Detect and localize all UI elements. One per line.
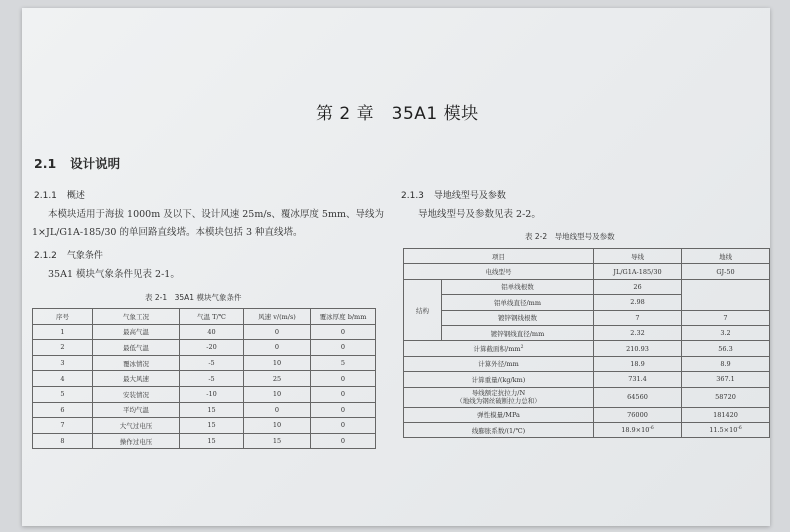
cell: 最低气温 [93,340,180,356]
cell: 64560 [594,387,682,407]
cell: 0 [311,340,376,356]
cell: 镀锌钢线根数 [442,310,594,325]
table-row [33,433,376,449]
cell: 大气过电压 [93,418,180,434]
cell: 铝单线根数 [442,279,594,294]
cell: -5 [180,371,244,387]
cell: 2.32 [594,325,682,340]
cell: 15 [244,433,311,449]
header-cell: 项目 [404,249,594,264]
header-cell: 气象工况 [93,309,180,325]
cell: 15 [180,402,244,418]
table-row [33,402,376,418]
tensile-label-1: 导线额定抗拉力/N [471,389,526,398]
cell: 6 [33,402,93,418]
cell: -20 [180,340,244,356]
cell: 覆冰情况 [93,355,180,371]
cell: 0 [311,433,376,449]
cell: 5 [311,355,376,371]
area-label: 计算截面积/mm [473,345,521,354]
cell: -10 [180,386,244,402]
table-row [404,325,770,340]
table-header-row [404,249,770,264]
cell: 18.9 [594,356,682,371]
section-heading-2-1-3 [401,188,506,201]
header-cell: 覆冰厚度 b/mm [311,309,376,325]
table-row [404,341,770,356]
area-superscript: 2 [520,344,524,350]
tensile-label-2: （地线为钢丝破断拉力总和） [456,397,541,406]
cell: 0 [244,324,311,340]
cell: 56.3 [682,341,770,356]
cell: 镀锌钢线直径/mm [442,325,594,340]
table-row [404,387,770,407]
cell: 58720 [682,387,770,407]
cell: GJ-50 [682,264,770,279]
header-cell: 风速 v/(m/s) [244,309,311,325]
header-cell: 序号 [33,309,93,325]
cell: 操作过电压 [93,433,180,449]
chapter-title: 第 2 章 35A1 模块 [316,104,479,124]
cell [682,422,770,437]
cell: 1 [33,324,93,340]
cell: 0 [311,402,376,418]
cell: 计算外径/mm [404,356,594,371]
cell: 2.98 [594,295,682,310]
weather-text: 35A1 模块气象条件见表 2-1。 [48,269,180,280]
table-row [404,264,770,279]
section-number: 2.1.2 [34,251,57,261]
cell: 5 [33,386,93,402]
cell: 7 [682,310,770,325]
table-row [33,418,376,434]
cell: 最高气温 [93,324,180,340]
cell [404,387,594,407]
section-title: 导地线型号及参数 [433,191,506,201]
cell [404,341,594,356]
table-header-row [33,309,376,325]
table-row [404,372,770,387]
table-row [33,371,376,387]
expansion-ground-exp: -6 [737,426,742,432]
table-row [404,279,770,294]
cell: 计算重量/(kg/km) [404,372,594,387]
section-number: 2.1.1 [34,191,57,201]
cell: JL/G1A-185/30 [594,264,682,279]
table-row [33,324,376,340]
table-row [404,310,770,325]
cell: 15 [180,433,244,449]
cell: 181420 [682,407,770,422]
section-title: 概述 [66,191,85,201]
overview-line-2: 1×JL/G1A-185/30 的单回路直线塔。本模块包括 3 种直线塔。 [32,227,303,238]
cell: 10 [244,418,311,434]
overview-line-1: 本模块适用于海拔 1000m 及以下、设计风速 25m/s、覆冰厚度 5mm、导线为 [48,209,384,220]
cell [594,422,682,437]
expansion-ground: 11.5×10 [709,426,738,435]
table-row [33,340,376,356]
cell: 8 [33,433,93,449]
table-2-2-caption: 表 2-2 导地线型号及参数 [525,232,615,241]
table-row [33,386,376,402]
wire-text: 导地线型号及参数见表 2-2。 [418,209,541,220]
cell: 210.93 [594,341,682,356]
cell: -5 [180,355,244,371]
section-title: 设计说明 [70,156,121,171]
section-title: 气象条件 [66,251,103,261]
cell: 40 [180,324,244,340]
cell: 线膨胀系数/(1/℃) [404,422,594,437]
expansion-conductor-exp: -6 [649,426,654,432]
cell: 7 [33,418,93,434]
section-number: 2.1 [34,156,57,171]
section-heading-2-1-2 [34,248,103,261]
cell: 电线型号 [404,264,594,279]
wire-parameters-table [403,248,770,438]
cell: 0 [311,386,376,402]
cell: 安装情况 [93,386,180,402]
cell [682,279,770,310]
cell: 7 [594,310,682,325]
cell: 26 [594,279,682,294]
section-number: 2.1.3 [401,191,424,201]
cell: 367.1 [682,372,770,387]
cell: 0 [244,340,311,356]
cell: 铝单线直径/mm [442,295,594,310]
cell: 76000 [594,407,682,422]
table-2-1-caption: 表 2-1 35A1 模块气象条件 [145,293,242,302]
table-row [404,422,770,437]
cell: 3 [33,355,93,371]
section-heading-2-1 [34,154,120,172]
cell: 10 [244,386,311,402]
cell: 平均气温 [93,402,180,418]
header-cell: 导线 [594,249,682,264]
cell: 0 [244,402,311,418]
weather-conditions-table [32,308,376,449]
document-page [22,8,770,526]
cell: 10 [244,355,311,371]
expansion-conductor: 18.9×10 [621,426,650,435]
cell: 15 [180,418,244,434]
cell: 4 [33,371,93,387]
cell: 2 [33,340,93,356]
cell: 0 [311,371,376,387]
cell: 25 [244,371,311,387]
cell: 0 [311,324,376,340]
header-cell: 地线 [682,249,770,264]
table-row [404,356,770,371]
table-row [404,407,770,422]
cell: 731.4 [594,372,682,387]
cell: 0 [311,418,376,434]
cell: 最大风速 [93,371,180,387]
cell: 弹性模量/MPa [404,407,594,422]
section-heading-2-1-1 [34,188,85,201]
cell: 8.9 [682,356,770,371]
cell: 结构 [404,279,442,341]
cell: 3.2 [682,325,770,340]
table-row [33,355,376,371]
header-cell: 气温 T/℃ [180,309,244,325]
